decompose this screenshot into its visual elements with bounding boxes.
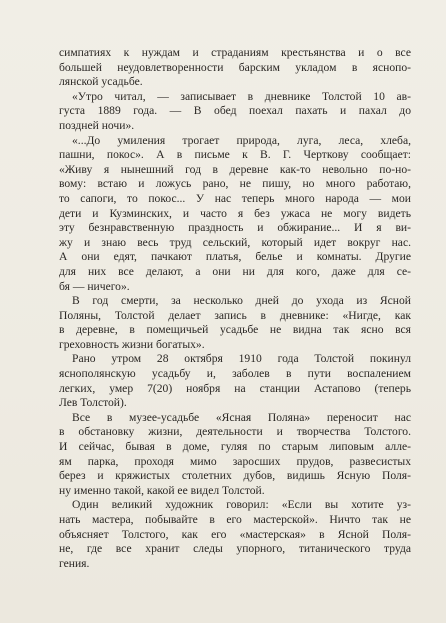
text-line: густа 1889 года. — В обед поехал пахать и пахал до [59, 104, 411, 118]
text-line: «...До умиления трогает природа, луга, леса, хлеба, [72, 133, 411, 147]
paragraph [59, 411, 411, 499]
text-line: В год смерти, за несколько дней до ухода из Ясной [72, 294, 411, 308]
text-line: И сейчас, бывая в доме, гуляя по старым липовым аллe- [59, 440, 411, 454]
text-line: Все в музее-усадьбе «Ясная Поляна» переносит нас [72, 410, 411, 424]
text-line: Рано утром 28 октября 1910 года Толстой покинул [72, 352, 411, 366]
text-line: не, где все хранит следы упорного, титанического труда [59, 542, 411, 556]
text-line: «Живу я нынешний год в деревне как-то невольно по-но- [59, 162, 411, 176]
text-line: дети и Кузминских, и часто я без ужаса не могу видеть [59, 206, 411, 220]
text-line: в деревне, в помещичьей усадьбе не видна так ясно вся [59, 323, 411, 337]
paragraph [59, 134, 411, 295]
text-line: то сапоги, то покос... У нас теперь много народа — мои [59, 191, 411, 205]
text-line: ну именно такой, какой ее видел Толстой. [59, 483, 265, 497]
text-line: лянской усадьбе. [59, 75, 143, 89]
text-line: Поляны, Толстой делает запись в дневнике: «Нигде, как [59, 308, 411, 322]
text-line: пашни, покос». А в письме к В. Г. Черткову сообщает: [59, 148, 411, 162]
text-line: для них все делают, а они ни для кого, даже для се- [59, 264, 411, 278]
text-line: большей неудовлетворенности барским укладом в яснопо- [59, 60, 411, 74]
paragraph [59, 352, 411, 410]
paragraph [59, 46, 411, 90]
paragraph [59, 90, 411, 134]
body-text [59, 46, 411, 571]
text-line: гения. [59, 556, 90, 570]
text-line: греховность жизни богатых». [59, 337, 205, 351]
text-line: «Утро читал, — записывает в дневнике Толстой 10 ав- [72, 89, 411, 103]
text-line: берез и кряжистых столетних дубов, видишь Ясную Поля- [59, 469, 411, 483]
text-line: легких, умер 7(20) ноября на станции Астапово (теперь [59, 381, 411, 395]
text-line: жу и знаю весь труд сельский, который идет вокруг нас. [59, 235, 411, 249]
text-line: симпатиях к нуждам и страданиям крестьянства и о все [59, 46, 411, 59]
text-line: нать мастера, побывайте в его мастерской». Ничто так не [59, 513, 411, 526]
text-line: объясняет Толстого, как его «мастерская» в Ясной Поля- [59, 527, 411, 541]
text-line: вому: встаю и ложусь рано, не пишу, но много работаю, [59, 177, 411, 191]
text-line: А они едят, пачкают платья, белье и комнаты. Другие [59, 250, 411, 264]
text-line: в обстановку жизни, деятельности и творчества Толстого. [59, 425, 411, 439]
text-line: эту безнравственную праздность и обжирание... И я ви- [59, 221, 411, 235]
text-line: ям парка, проходя мимо заросших прудов, развесистых [59, 454, 411, 468]
text-line: бя — ничего». [59, 279, 130, 293]
text-line: Один великий художник говорил: «Если вы хотите уз- [72, 498, 411, 512]
paragraph [59, 294, 411, 352]
paragraph [59, 498, 411, 571]
text-line: поздней ночи». [59, 118, 135, 132]
text-line: Лев Толстой). [59, 396, 127, 410]
text-line: яснополянскую усадьбу и, заболев в пути воспалением [59, 367, 411, 381]
